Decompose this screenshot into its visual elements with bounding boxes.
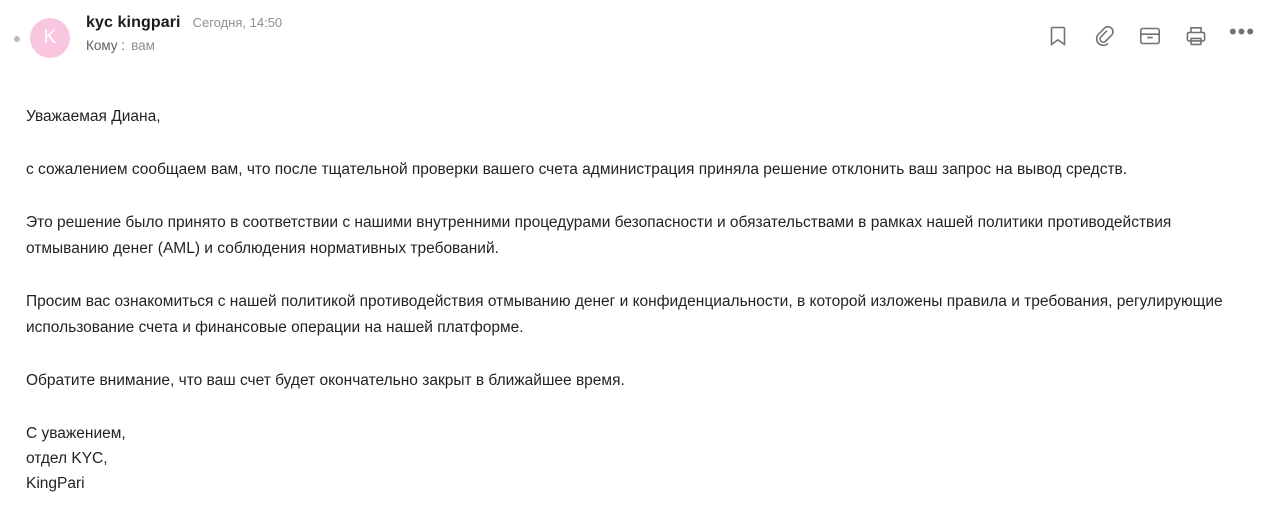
- sender-block: [86, 14, 1046, 53]
- signature-line-2: отдел KYC,: [26, 450, 108, 467]
- body-paragraph-4: Обратите внимание, что ваш счет будет окончательно закрыт в ближайшее время.: [26, 372, 625, 389]
- email-header: [0, 0, 1278, 62]
- unread-dot[interactable]: [14, 36, 20, 42]
- body-paragraph-greeting: Уважаемая Диана,: [26, 108, 161, 125]
- archive-icon[interactable]: [1138, 24, 1162, 48]
- recipient-line: [86, 38, 1046, 53]
- body-paragraph-2: Это решение было принято в соответствии с нашими внутренними процедурами безопасности и обязательствами в рамках нашей политики противодействия отмыванию денег (AML) и соблюдения нормативных требований.: [26, 214, 1172, 257]
- attachment-icon[interactable]: [1092, 24, 1116, 48]
- email-body: [0, 62, 1278, 496]
- sent-time: Сегодня, 14:50: [192, 15, 283, 30]
- more-icon-label: •••: [1228, 19, 1256, 44]
- print-icon[interactable]: [1184, 24, 1208, 48]
- body-paragraph-3: Просим вас ознакомиться с нашей политикой противодействия отмыванию денег и конфиденциальности, в которой изложены правила и требования, регулирующие использование счета и финансовые операции на нашей платформе.: [26, 293, 1223, 336]
- header-actions: [1046, 19, 1256, 48]
- recipient-value[interactable]: вам: [131, 38, 155, 53]
- recipient-label: Кому :: [86, 38, 126, 53]
- signature-line-3: KingPari: [26, 475, 85, 492]
- email-signature: [26, 421, 1252, 496]
- sender-name[interactable]: kyc kingpari: [86, 14, 181, 31]
- avatar[interactable]: K: [30, 18, 70, 58]
- body-paragraph-1: с сожалением сообщаем вам, что после тщательной проверки вашего счета администрация приняла решение отклонить ваш запрос на вывод средств.: [26, 161, 1128, 178]
- more-icon[interactable]: [1228, 19, 1256, 48]
- sender-line: [86, 14, 1046, 32]
- signature-line-1: С уважением,: [26, 425, 126, 442]
- bookmark-icon[interactable]: [1046, 24, 1070, 48]
